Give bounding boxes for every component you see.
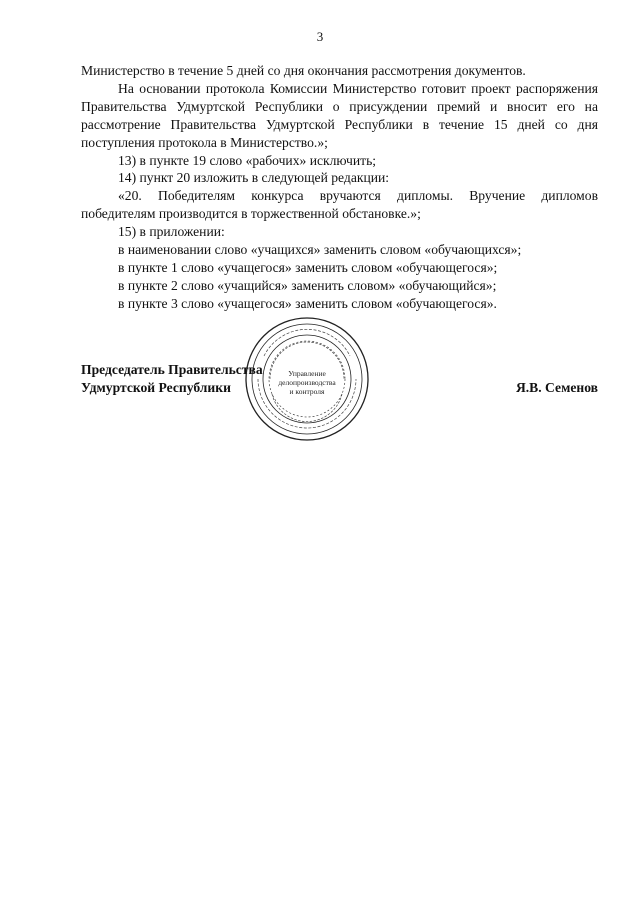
document-body <box>81 62 598 313</box>
signatory-title-line1: Председатель Правительства <box>81 362 263 377</box>
official-seal-stamp <box>244 316 370 442</box>
paragraph-9: в пункте 2 слово «учащийся» заменить словом» «обучающийся»; <box>118 277 497 293</box>
paragraph-5: «20. Победителям конкурса вручаются дипломы. Вручение дипломов победителям производится в торжественной обстановке.»; <box>81 188 598 222</box>
signatory-title <box>81 361 263 397</box>
paragraph-10: в пункте 3 слово «учащегося» заменить словом «обучающегося». <box>118 295 497 311</box>
page-number: 3 <box>316 29 324 44</box>
stamp-text-line3: и контроля <box>289 387 325 396</box>
signatory-name: Я.В. Семенов <box>515 380 598 395</box>
stamp-text-line2: делопроизводства <box>278 378 336 387</box>
paragraph-4: 14) пункт 20 изложить в следующей редакции: <box>118 170 390 186</box>
signatory-title-line2: Удмуртской Республики <box>81 380 231 395</box>
paragraph-8: в пункте 1 слово «учащегося» заменить словом «обучающегося»; <box>118 259 498 275</box>
paragraph-6: 15) в приложении: <box>118 224 225 240</box>
paragraph-1: Министерство в течение 5 дней со дня окончания рассмотрения документов. <box>81 63 526 78</box>
paragraph-3: 13) в пункте 19 слово «рабочих» исключить; <box>118 152 377 168</box>
paragraph-2: На основании протокола Комиссии Министерство готовит проект распоряжения Правительства Удмуртской Республики о присуждении премий и вносит его на рассмотрение Правительства Удмуртской Республики в течение 15 дней со дня поступления протокола в Министерство.»; <box>81 80 598 150</box>
paragraph-7: в наименовании слово «учащихся» заменить словом «обучающихся»; <box>118 242 522 258</box>
stamp-text-line1: Управление <box>288 369 326 378</box>
